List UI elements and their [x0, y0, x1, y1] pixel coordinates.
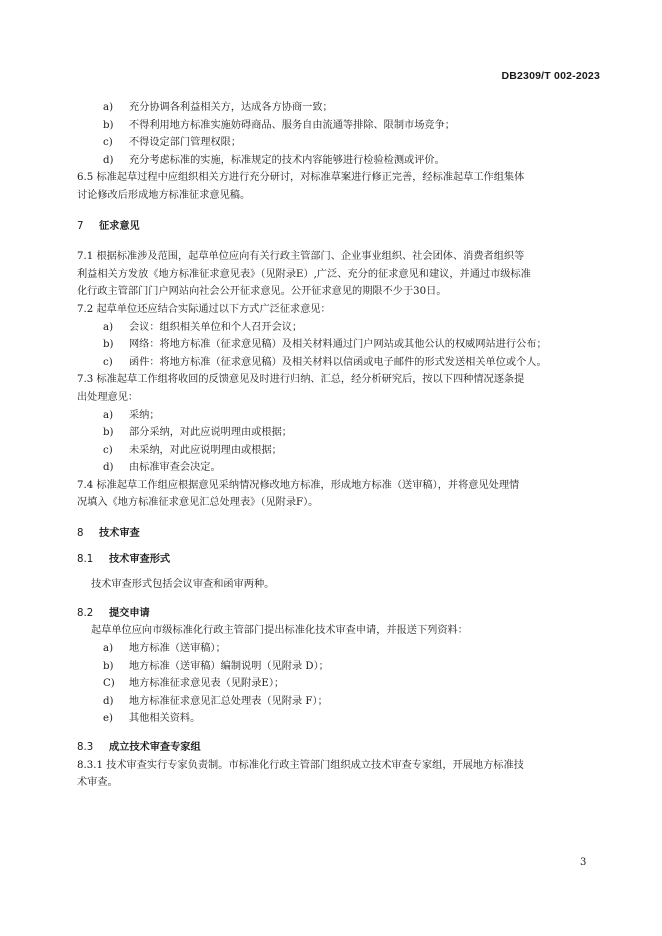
list-item: c) 未采纳，对此应说明理由或根据；	[103, 444, 282, 456]
clause-6-5: 6.5 标准起草过程中应组织相关方进行充分研讨，对标准草案进行修正完善，经标准起草工作组集体	[77, 172, 525, 184]
page-number: 3	[580, 857, 587, 868]
list-item: b) 网络：将地方标准（征求意见稿）及相关材料通过门户网站或其他公认的权威网站进行公布；	[103, 339, 547, 351]
section-8-heading: 8 技术审查	[77, 528, 140, 540]
list-item: b) 部分采纳，对此应说明理由或根据；	[103, 427, 292, 439]
subsection-8-1-heading: 8.1 技术审查形式	[77, 553, 171, 565]
clause-7-1-cont: 化行政主管部门门户网站向社会公开征求意见。公开征求意见的期限不少于30日。	[77, 286, 447, 298]
list-item: e) 其他相关资料。	[103, 713, 201, 725]
subsection-8-2-heading: 8.2 提交申请	[77, 607, 150, 619]
document-id: DB2309/T 002-2023	[501, 70, 600, 82]
clause-7-4: 7.4 标准起草工作组应根据意见采纳情况修改地方标准，形成地方标准（送审稿），并将意见处理情	[77, 479, 520, 491]
clause-8-3-1: 8.3.1 技术审查实行专家负责制。市标准化行政主管部门组织成立技术审查专家组，开展地方标准技	[77, 759, 524, 771]
clause-8-1-text: 技术审查形式包括会议审查和函审两种。	[91, 579, 275, 591]
page-content	[77, 99, 607, 792]
list-item: a) 充分协调各利益相关方，达成各方协商一致；	[103, 102, 333, 113]
clause-6-5-cont: 讨论修改后形成地方标准征求意见稿。	[77, 189, 251, 201]
clause-8-3-1-cont: 术审查。	[77, 777, 118, 789]
clause-7-2: 7.2 起草单位还应结合实际通过以下方式广泛征求意见：	[77, 303, 331, 315]
list-item: C) 地方标准征求意见表（见附录E）；	[103, 678, 285, 690]
list-item: c) 不得设定部门管理权限；	[103, 137, 242, 149]
subsection-8-3-heading: 8.3 成立技术审查专家组	[77, 742, 201, 753]
list-item: d) 充分考虑标准的实施，标准规定的技术内容能够进行检验检测或评价。	[103, 154, 445, 166]
list-item: c) 函件：将地方标准（征求意见稿）及相关材料以信函或电子邮件的形式发送相关单位或个人。	[103, 356, 547, 368]
list-item: a) 采纳；	[103, 409, 160, 421]
list-item: a) 会议：组织相关单位和个人召开会议；	[103, 321, 303, 333]
clause-8-2-intro: 起草单位应向市级标准化行政主管部门提出标准化技术审查申请，并报送下列资料：	[91, 625, 468, 637]
list-item: a) 地方标准（送审稿）；	[103, 643, 226, 655]
list-item: b) 不得利用地方标准实施妨碍商品、服务自由流通等排除、限制市场竞争；	[103, 119, 455, 131]
list-item: d) 地方标准征求意见汇总处理表（见附录 F）；	[103, 695, 328, 707]
clause-7-3-cont: 出处理意见：	[77, 391, 139, 403]
section-7-heading: 7 征求意见	[77, 220, 140, 232]
clause-7-1: 7.1 根据标准涉及范围，起草单位应向有关行政主管部门、企业事业组织、社会团体、消费者组织等	[77, 251, 525, 263]
clause-7-4-cont: 况填入《地方标准征求意见汇总处理表》（见附录F）。	[77, 497, 319, 509]
clause-7-1-cont: 利益相关方发放《地方标准征求意见表》（见附录E）,广泛、充分的征求意见和建议，并通过市级标准	[77, 268, 531, 280]
clause-7-3: 7.3 标准起草工作组将收回的反馈意见及时进行归纳、汇总，经分析研究后，按以下四种情况逐条提	[77, 374, 525, 386]
list-item: b) 地方标准（送审稿）编制说明（见附录 D）；	[103, 660, 329, 672]
list-item: d) 由标准审查会决定。	[103, 462, 221, 474]
